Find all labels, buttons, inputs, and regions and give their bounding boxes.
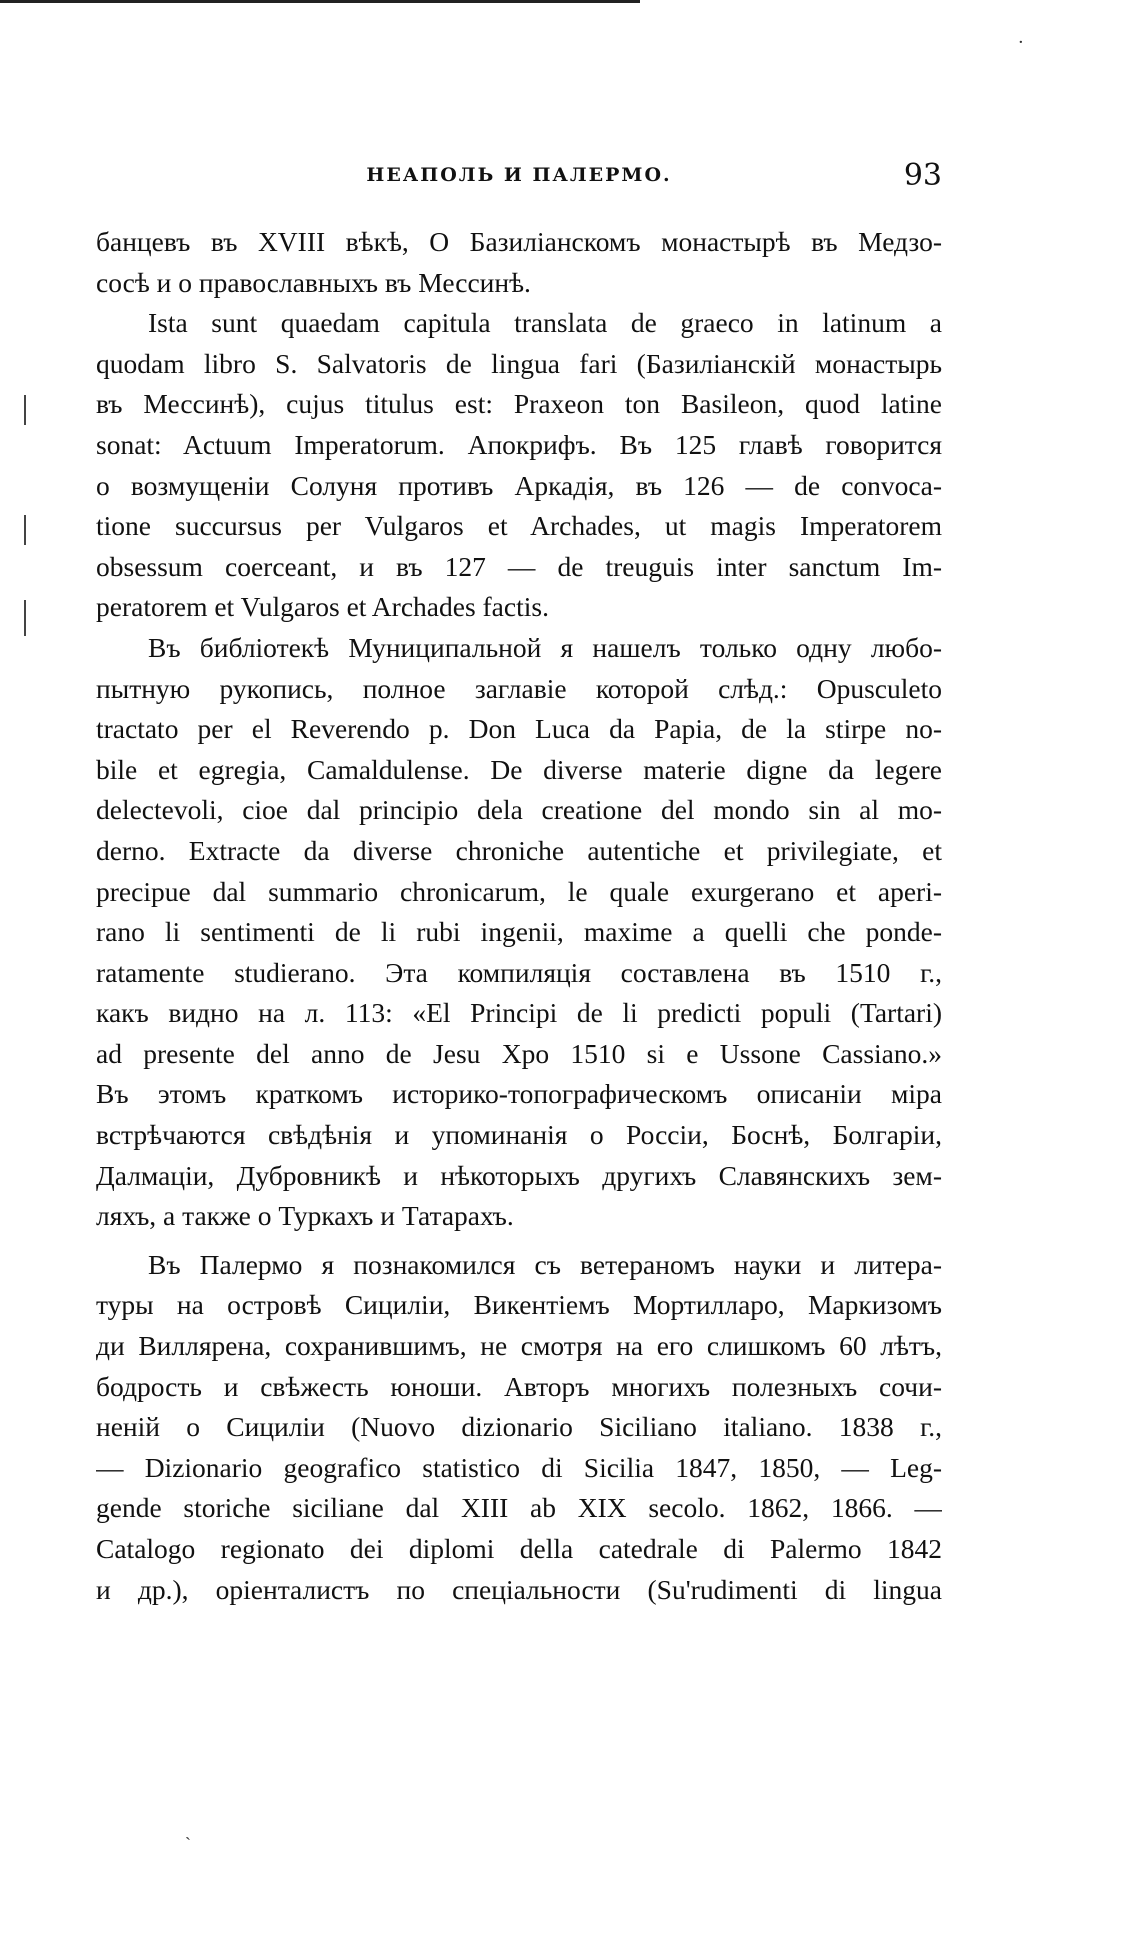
text-line: precipue dal summario chronicarum, le quale exurgerano et aperi- bbox=[96, 875, 942, 907]
text-line: gende storiche siciliane dal XIII ab XIX secolo. 1862, 1866. — bbox=[96, 1492, 942, 1524]
paragraph bbox=[96, 628, 942, 1237]
text-line: ratamente studierano. Эта компиляція составлена въ 1510 г., bbox=[96, 956, 942, 988]
paragraph bbox=[96, 222, 942, 303]
text-line: rano li sentimenti de li rubi ingenii, maxime a quelli che ponde- bbox=[96, 916, 942, 948]
text-line: bile et egregia, Camaldulense. De diverse materie digne da legere bbox=[96, 753, 942, 785]
page-header bbox=[96, 158, 942, 198]
text-line: и др.), оріенталистъ по спеціальности (Su'rudimenti di lingua bbox=[96, 1573, 942, 1605]
scan-speck: ˏ bbox=[185, 1820, 191, 1841]
text-line: Въ библіотекѣ Муниципальной я нашелъ только одну любо- bbox=[148, 631, 942, 663]
text-line: пытную рукопись, полное заглавіе которой слѣд.: Opusculeto bbox=[96, 672, 942, 704]
text-line: въ Мессинѣ), cujus titulus est: Praxeon ton Basileon, quod latine bbox=[96, 388, 942, 420]
text-line: derno. Extracte da diverse chroniche autentiche et privilegiate, et bbox=[96, 834, 942, 866]
text-line: неній о Сициліи (Nuovo dizionario Siciliano italiano. 1838 г., bbox=[96, 1411, 942, 1443]
body-text bbox=[96, 222, 942, 1610]
paragraph bbox=[96, 303, 942, 628]
text-line: туры на островѣ Сициліи, Викентіемъ Мортилларо, Маркизомъ bbox=[96, 1289, 942, 1321]
margin-mark bbox=[24, 395, 26, 425]
text-line: ди Виллярена, сохранившимъ, не смотря на его слишкомъ 60 лѣтъ, bbox=[96, 1330, 942, 1362]
top-edge-rule bbox=[0, 0, 640, 3]
text-line: Далмаціи, Дубровникѣ и нѣкоторыхъ другихъ Славянскихъ зем- bbox=[96, 1159, 942, 1191]
text-line: quodam libro S. Salvatoris de lingua fari (Базиліанскій монастырь bbox=[96, 347, 942, 379]
text-line: tione succursus per Vulgaros et Archades, ut magis Imperatorem bbox=[96, 510, 942, 542]
running-title: НЕАПОЛЬ И ПАЛЕРМО. bbox=[366, 164, 672, 186]
text-line: о возмущеніи Солуня противъ Аркадія, въ 126 — de convoca- bbox=[96, 469, 942, 501]
text-line: Въ Палермо я познакомился съ ветераномъ науки и литера- bbox=[148, 1248, 942, 1280]
paragraph bbox=[96, 1245, 942, 1610]
text-line: sonat: Actuum Imperatorum. Апокрифъ. Въ 125 главѣ говорится bbox=[96, 428, 942, 460]
text-line: tractato per el Reverendo p. Don Luca da Papia, de la stirpe no- bbox=[96, 713, 942, 745]
text-line: peratorem et Vulgaros et Archades factis. bbox=[96, 591, 549, 623]
text-line: ляхъ, а также о Туркахъ и Татарахъ. bbox=[96, 1200, 514, 1232]
margin-mark bbox=[24, 600, 26, 636]
text-line: банцевъ въ XVIII вѣкѣ, О Базиліанскомъ монастырѣ въ Медзо- bbox=[96, 226, 942, 257]
scan-speck: · bbox=[1018, 32, 1024, 53]
text-line: obsessum coerceant, и въ 127 — de treuguis inter sanctum Im- bbox=[96, 550, 942, 582]
text-line: — Dizionario geografico statistico di Sicilia 1847, 1850, — Leg- bbox=[96, 1451, 942, 1483]
text-line: какъ видно на л. 113: «El Principi de li predicti populi (Tartari) bbox=[96, 997, 942, 1029]
margin-mark bbox=[24, 515, 26, 545]
text-line: ad presente del anno de Jesu Xpo 1510 si e Ussone Cassiano.» bbox=[96, 1037, 942, 1069]
page-number: 93 bbox=[903, 158, 942, 193]
text-line: встрѣчаются свѣдѣнія и упоминанія о Россіи, Боснѣ, Болгаріи, bbox=[96, 1119, 942, 1151]
paragraph-gap bbox=[96, 1237, 942, 1245]
text-line: сосѣ и о православныхъ въ Мессинѣ. bbox=[96, 266, 531, 298]
text-line: delectevoli, cioe dal principio dela creatione del mondo sin al mo- bbox=[96, 794, 942, 826]
text-line: Ista sunt quaedam capitula translata de graeco in latinum a bbox=[148, 307, 942, 339]
text-line: Catalogo regionato dei diplomi della catedrale di Palermo 1842 bbox=[96, 1533, 942, 1564]
text-line: бодрость и свѣжесть юноши. Авторъ многихъ полезныхъ сочи- bbox=[96, 1370, 942, 1402]
text-line: Въ этомъ краткомъ историко-топографическомъ описаніи міра bbox=[96, 1078, 942, 1110]
